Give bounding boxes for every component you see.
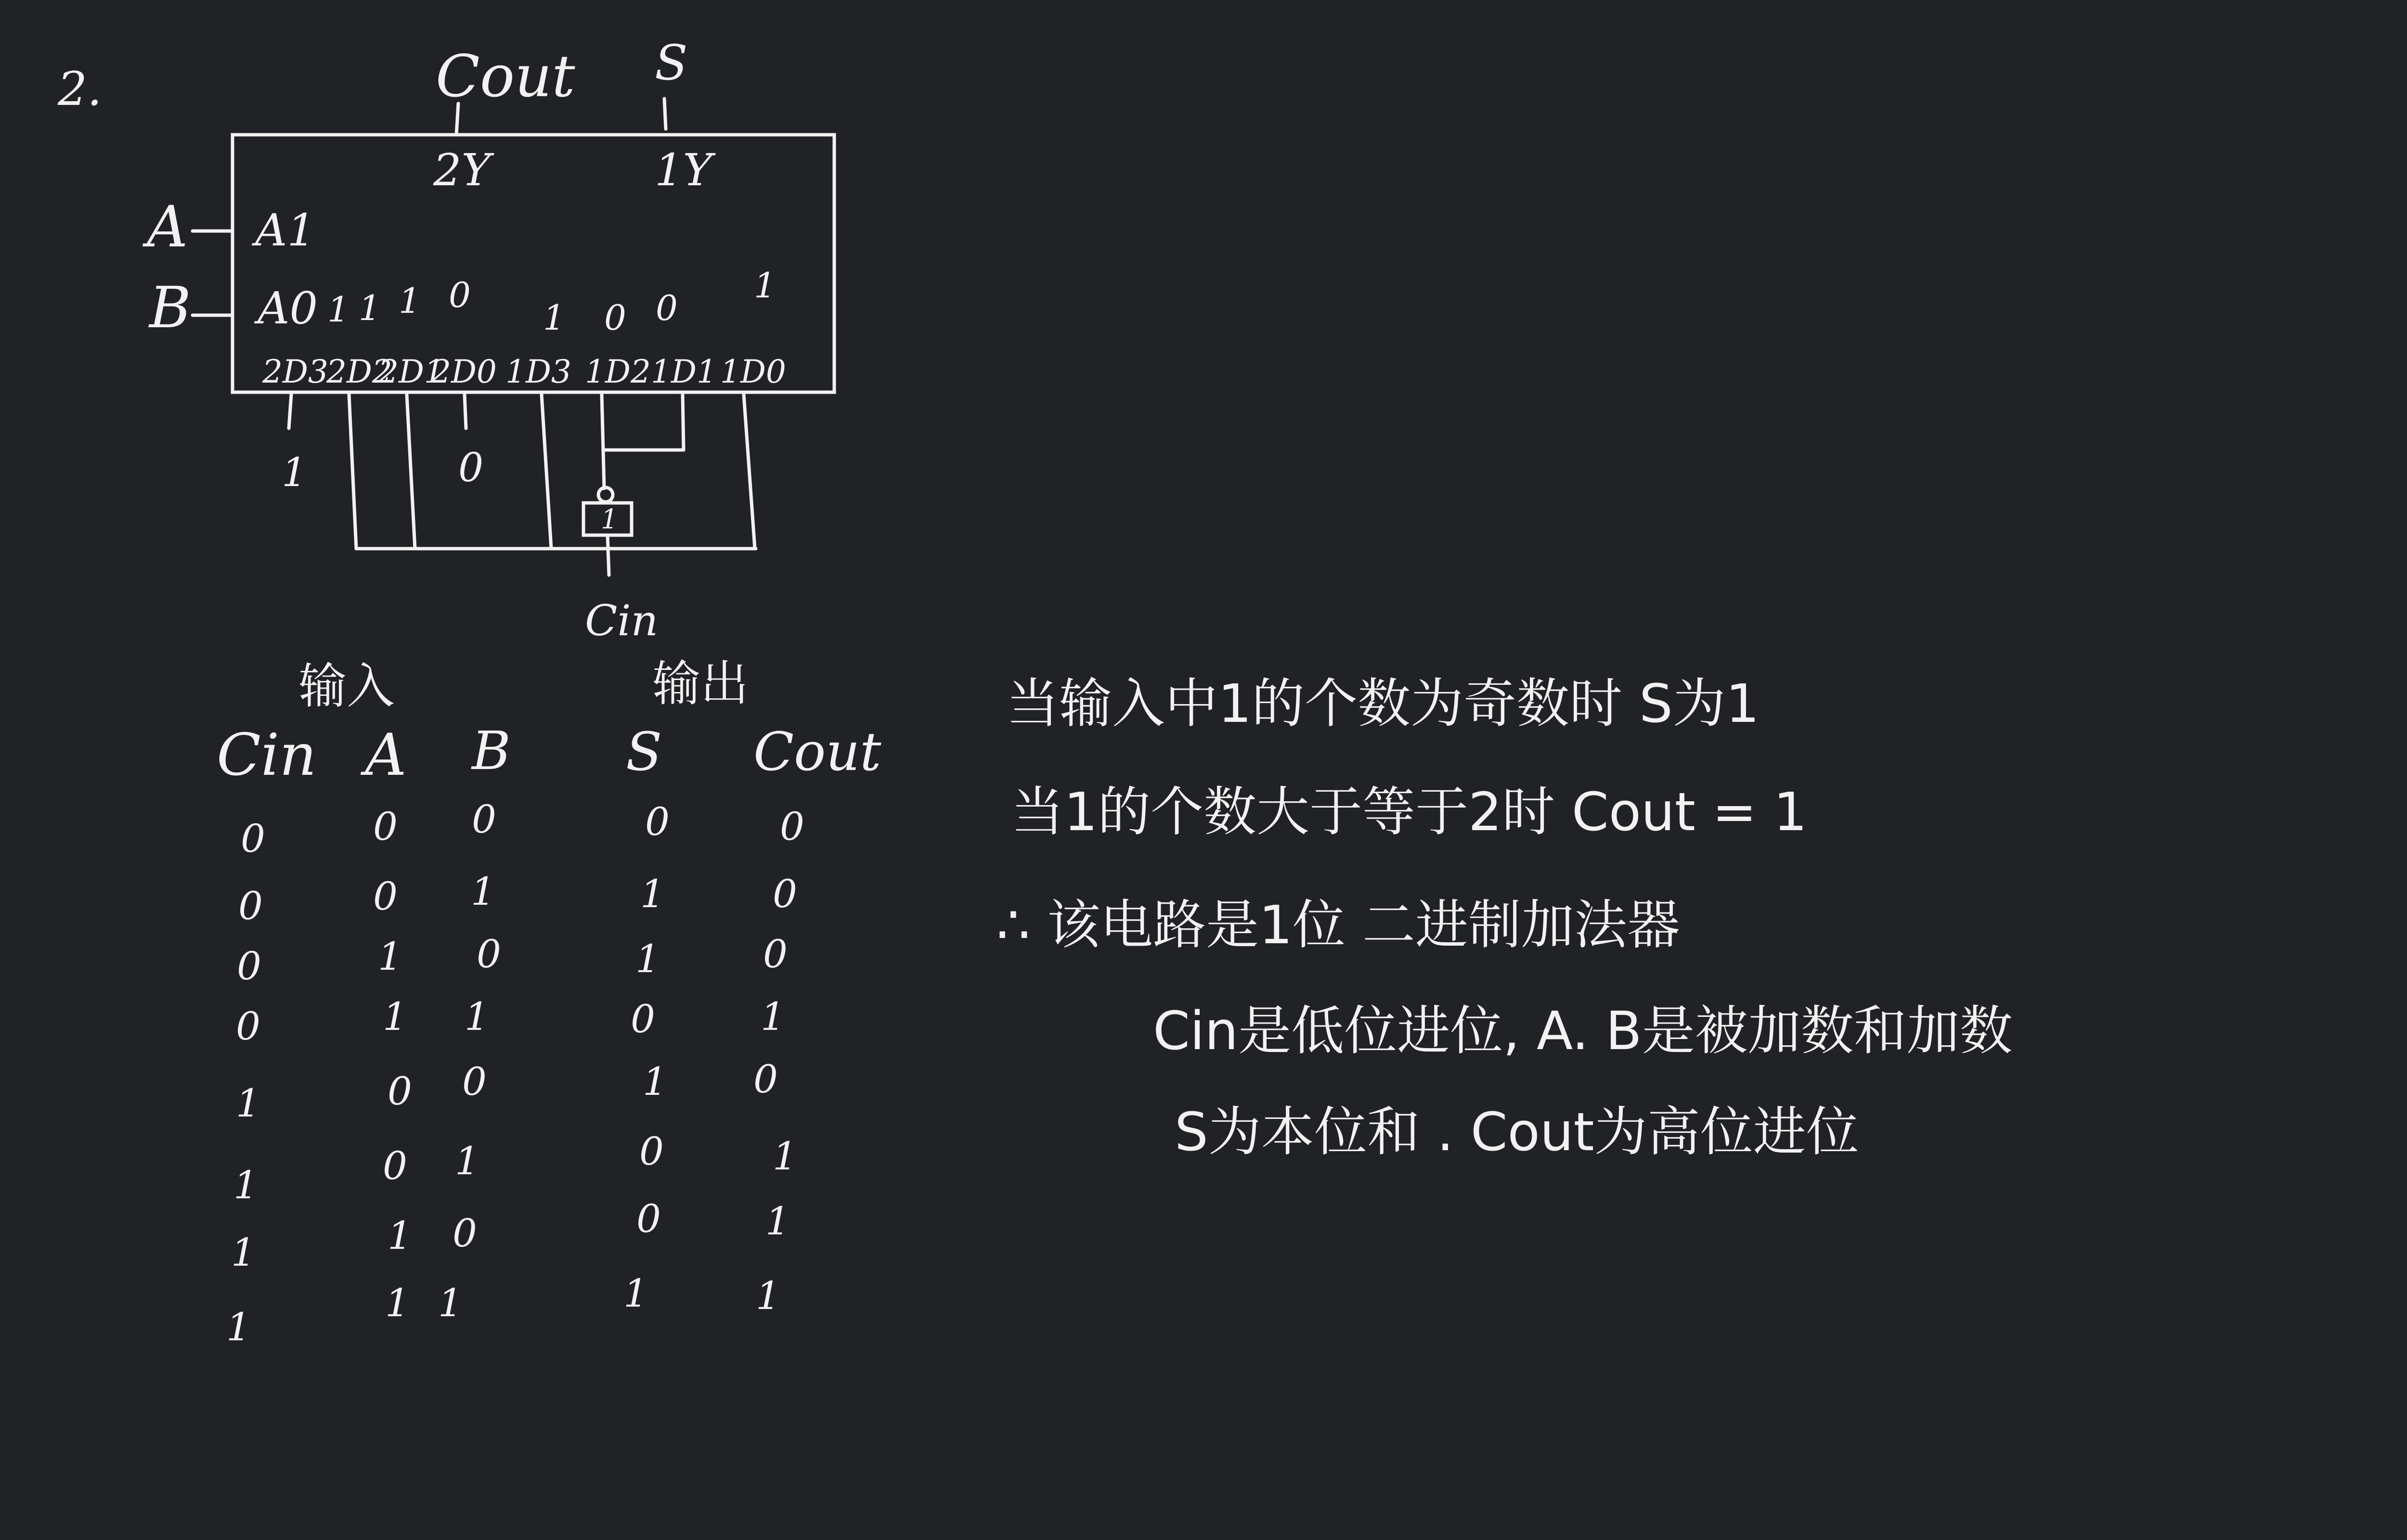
problem-number: 2. [58, 62, 102, 116]
cell-s: 0 [636, 1196, 661, 1241]
note-line-2: 当1的个数大于等于2时 Cout = 1 [1011, 781, 1807, 843]
cell-b: 0 [453, 1211, 477, 1256]
pin-a1: A1 [255, 205, 315, 256]
note-line-4: Cin是低位进位, A. B是被加数和加数 [1153, 1000, 2013, 1062]
pin-value: 0 [604, 297, 626, 338]
pin-1d2: 1D2 [585, 353, 651, 390]
cell-cin: 1 [233, 1163, 258, 1207]
cell-cout: 1 [761, 994, 785, 1039]
cell-cin: 1 [236, 1081, 260, 1126]
cell-cout: 1 [773, 1134, 797, 1179]
below-value: 0 [458, 445, 484, 491]
cell-s: 1 [640, 872, 665, 916]
cell-s: 0 [639, 1129, 664, 1174]
pin-value: 1 [359, 288, 381, 328]
pin-2d3: 2D3 [262, 353, 328, 390]
s-lead [664, 99, 666, 129]
cell-a: 0 [373, 804, 398, 849]
cell-cin: 0 [241, 816, 265, 861]
cell-a: 0 [383, 1143, 407, 1188]
cell-cout: 0 [780, 804, 804, 849]
mux-circuit [142, 35, 834, 645]
cell-cout: 1 [756, 1273, 780, 1318]
pin-a0: A0 [258, 282, 318, 334]
cell-cout: 0 [773, 872, 797, 916]
cell-cin: 0 [237, 944, 261, 988]
table-row [233, 1129, 797, 1207]
cell-s: 0 [645, 799, 670, 844]
cell-s: 0 [631, 997, 655, 1041]
s-output-label: S [655, 35, 688, 91]
cell-a: 1 [383, 994, 407, 1039]
cell-cin: 0 [236, 1004, 260, 1049]
table-row [236, 1057, 778, 1126]
not-gate [583, 488, 632, 535]
pin-value: 1 [754, 265, 776, 306]
cin-label: Cin [585, 596, 659, 645]
cell-a: 1 [385, 1281, 410, 1325]
note-line-3: ∴ 该电路是1位 二进制加法器 [996, 894, 1680, 956]
table-row [236, 994, 785, 1049]
cell-a: 0 [388, 1069, 412, 1114]
header-a: A [365, 722, 407, 789]
cell-b: 1 [455, 1139, 479, 1183]
cell-cin: 1 [231, 1230, 256, 1275]
input-a-label: A [147, 193, 188, 260]
pin-1d1: 1D1 [651, 353, 717, 390]
cell-b: 1 [471, 869, 495, 914]
cout-lead [456, 103, 458, 135]
output-group-heading: 输出 [652, 655, 749, 712]
cell-cin: 0 [238, 884, 263, 928]
cell-b: 0 [477, 932, 501, 976]
below-value: 1 [282, 450, 307, 496]
cell-a: 1 [388, 1213, 412, 1258]
cell-b: 0 [472, 797, 496, 842]
pin-1d0: 1D0 [720, 353, 786, 390]
note-line-5: S为本位和 . Cout为高位进位 [1175, 1101, 1859, 1163]
input-b-label: B [149, 274, 191, 341]
pin-value: 0 [656, 288, 678, 328]
cell-b: 1 [465, 994, 489, 1039]
cout-output-label: Cout [436, 43, 575, 110]
cell-a: 1 [378, 934, 402, 979]
not-gate-label: 1 [601, 504, 618, 535]
cell-cout: 0 [763, 932, 788, 976]
cell-cin: 1 [226, 1305, 251, 1349]
pin-1d3: 1D3 [505, 353, 571, 390]
cell-s: 1 [623, 1271, 648, 1316]
cell-cout: 0 [753, 1057, 778, 1102]
pin-value: 0 [449, 275, 471, 315]
table-row [237, 932, 788, 988]
pin-value: 1 [543, 297, 565, 338]
pin-2d0: 2D0 [431, 353, 497, 390]
cell-cout: 1 [765, 1199, 790, 1244]
table-row [231, 1196, 790, 1275]
pin-2y: 2Y [433, 144, 491, 196]
pin-value: 1 [327, 289, 349, 330]
cell-b: 0 [462, 1059, 487, 1104]
cin-wiring [289, 395, 756, 575]
explanation-notes [996, 673, 2013, 1163]
header-b: B [472, 720, 511, 782]
pin-value: 1 [399, 281, 421, 321]
pin-2d2: 2D2 [326, 353, 392, 390]
header-s: S [626, 721, 662, 783]
input-group-heading: 输入 [298, 658, 395, 714]
note-line-1: 当输入中1的个数为奇数时 S为1 [1006, 673, 1760, 734]
table-row [241, 797, 804, 861]
cell-s: 1 [643, 1059, 667, 1104]
cell-b: 1 [438, 1281, 463, 1325]
table-row [226, 1271, 780, 1349]
cell-s: 1 [635, 937, 660, 981]
table-row [238, 869, 797, 928]
header-cin: Cin [217, 722, 317, 789]
cell-a: 0 [373, 874, 398, 919]
pin-1y: 1Y [655, 144, 712, 196]
truth-table [217, 655, 881, 1349]
header-cout: Cout [753, 721, 881, 783]
pin-2d1: 2D1 [378, 353, 444, 390]
